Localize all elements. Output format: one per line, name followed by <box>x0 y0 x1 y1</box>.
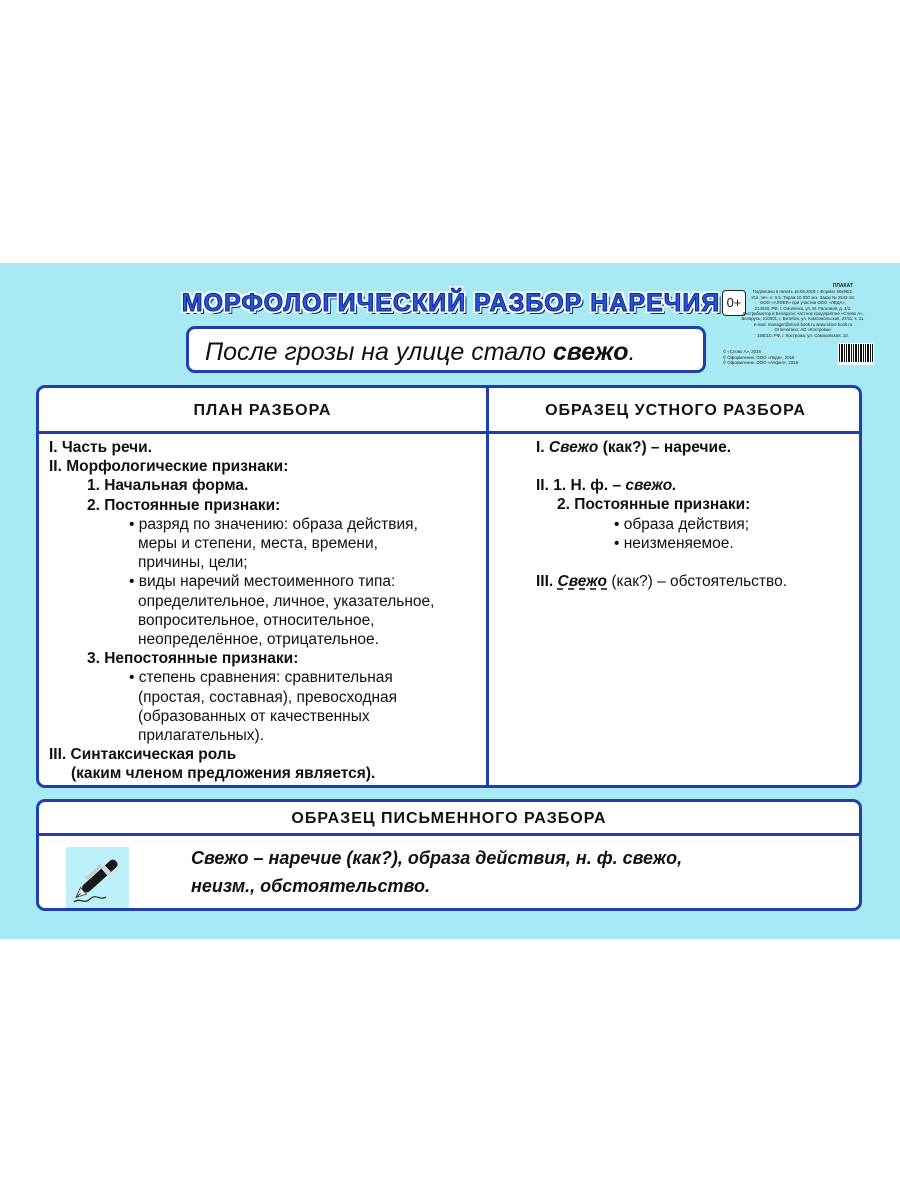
plan-line: (образованных от качественных <box>138 707 370 725</box>
plan-line: (каким членом предложения является). <box>71 765 376 783</box>
plan-line: неопределённое, отрицательное. <box>138 631 379 649</box>
written-line: Свежо – наречие (как?), образа действия, н. ф. свежо, <box>191 848 683 868</box>
copyright-block <box>723 349 833 366</box>
plan-line: • виды наречий местоименного типа: <box>129 573 396 591</box>
pen-icon <box>65 846 130 911</box>
copyright-line: © Оформление. ООО «Алфея», 2018 <box>723 360 798 366</box>
plan-line: 2. Постоянные признаки: <box>87 496 281 514</box>
plan-line: II. Морфологические признаки: <box>49 458 289 476</box>
plan-line: I. Часть речи. <box>49 439 153 456</box>
oral-line-rest: (как?) – наречие. <box>598 439 731 456</box>
analysis-table <box>36 385 862 788</box>
plan-line: определительное, личное, указательное, <box>138 592 435 610</box>
copyright-line: © «Слово А», 2018 <box>723 349 761 354</box>
table-divider <box>486 388 489 785</box>
sentence-end: . <box>628 338 636 366</box>
written-heading: ОБРАЗЕЦ ПИСЬМЕННОГО РАЗБОРА <box>291 810 607 827</box>
imprint-line: ООО «АЛФЕЯ» при участии ООО «ЛЕДА», <box>759 300 846 306</box>
plan-heading: ПЛАН РАЗБОРА <box>193 402 332 419</box>
oral-line-rest: (как?) – обстоятельство. <box>607 573 788 591</box>
plan-line: вопросительное, относительное, <box>138 611 375 629</box>
oral-line: 2. Постоянные признаки: <box>557 496 751 514</box>
oral-line <box>536 572 856 591</box>
imprint-line: 156010, РФ, г. Кострома, ул. Самоковская, 10. <box>757 332 849 338</box>
written-header-line <box>39 833 859 836</box>
written-line: неизм., обстоятельство. <box>191 876 430 896</box>
plan-line: 3. Непостоянные признаки: <box>87 650 299 668</box>
imprint-line: Дистрибьютор в Беларуси: частное предприятие «Слово А», <box>742 311 864 317</box>
written-text <box>191 844 811 900</box>
age-rating-badge: 0+ <box>722 290 746 316</box>
oral-word-underlined: Свежо <box>557 573 608 591</box>
plan-line: • разряд по значению: образа действия, <box>129 515 418 533</box>
imprint-label: ПЛАКАТ <box>832 283 853 289</box>
oral-line <box>536 476 856 495</box>
oral-line-number: I. <box>536 439 549 456</box>
imprint-line: 214030, РФ, г. Смоленск, ул. М. Расковой, д. 4/2. <box>754 305 852 311</box>
oral-line-head: II. 1. Н. ф. – <box>536 477 626 495</box>
oral-line <box>536 438 856 457</box>
imprint-block <box>723 284 883 338</box>
plan-line: причины, цели; <box>138 554 248 572</box>
written-analysis-box <box>36 799 862 911</box>
poster <box>0 263 900 939</box>
oral-line: • образа действия; <box>614 515 750 533</box>
oral-line-number: III. <box>536 573 558 591</box>
plan-line: • степень сравнения: сравнительная <box>129 669 393 687</box>
imprint-line: Усл. печ. л. 0,5. Тираж 10 000 экз. Заказ № 2543-18. <box>751 294 855 300</box>
oral-word: Свежо <box>548 439 599 456</box>
plan-column <box>49 438 484 784</box>
oral-word: свежо. <box>625 477 677 495</box>
plan-line: 1. Начальная форма. <box>87 477 249 495</box>
oral-heading: ОБРАЗЕЦ УСТНОГО РАЗБОРА <box>545 402 806 419</box>
barcode-icon <box>838 343 874 365</box>
plan-line: (простая, составная), превосходная <box>138 688 398 706</box>
example-sentence <box>186 326 706 373</box>
oral-column <box>536 438 856 591</box>
plan-line: III. Синтаксическая роль <box>49 746 237 764</box>
imprint-line: e-mail: manager@slovo-book.ru www.slovo-book.ru <box>753 321 853 327</box>
plan-line: меры и степени, места, времени, <box>138 535 378 553</box>
imprint-line: Отпечатано: АО «Кострома» <box>774 327 832 333</box>
poster-title: МОРФОЛОГИЧЕСКИЙ РАЗБОР НАРЕЧИЯ <box>181 289 721 317</box>
oral-line: • неизменяемое. <box>614 534 734 552</box>
imprint-line: Беларусь, 210001, г. Витебск, ул. Комсомольская, 27/11, к. 11, <box>741 316 865 322</box>
plan-line: прилагательных). <box>138 727 264 745</box>
sentence-target-word: свежо <box>552 338 629 366</box>
table-header-line <box>39 431 859 434</box>
imprint-line: Подписано в печать 15.08.2018 г. Формат 60х90/2. <box>752 289 854 295</box>
sentence-text: После грозы на улице стало <box>205 338 553 366</box>
copyright-line: © Оформление. ООО «Леда», 2018 <box>723 354 795 360</box>
